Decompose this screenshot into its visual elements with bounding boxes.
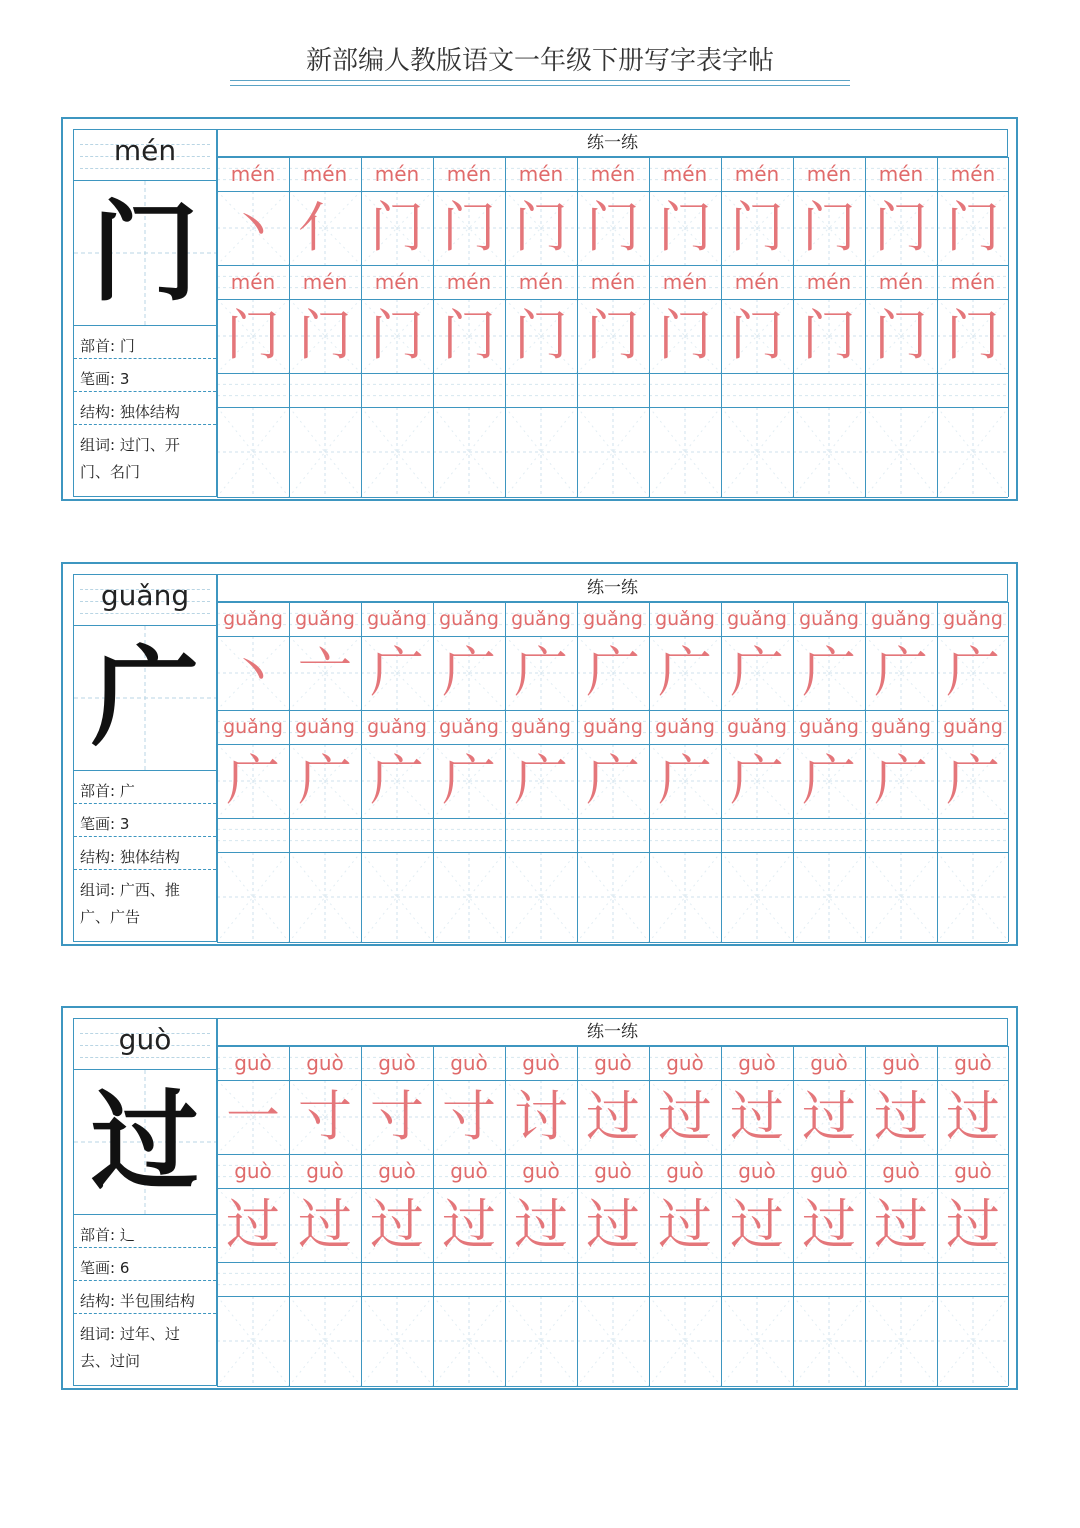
practice-pinyin: mén [734,162,780,186]
practice-grid [217,157,1008,497]
divider [74,424,216,425]
title-underline [230,80,850,86]
practice-character: 广 [586,749,640,812]
divider [74,869,216,870]
practice-pinyin: guǎng [511,716,571,738]
practice-character: 亻 [298,196,352,259]
practice-character: 门 [802,304,856,367]
practice-character: 广 [730,749,784,812]
practice-pinyin: guǎng [439,716,499,738]
radical-label: 部首: 辶 [80,1226,135,1244]
practice-pinyin: mén [230,270,276,294]
page-title: 新部编人教版语文一年级下册写字表字帖 [305,46,774,76]
practice-pinyin: guò [522,1051,560,1075]
practice-character: 过 [658,1085,712,1148]
divider [74,1313,216,1314]
divider [74,1247,216,1248]
practice-character: 广 [802,749,856,812]
practice-pinyin: guò [882,1051,920,1075]
practice-character: 过 [586,1193,640,1256]
main-pinyin: guǎng [100,579,190,612]
practice-character: 过 [442,1193,496,1256]
row-border [217,407,1008,408]
practice-character: 门 [514,196,568,259]
practice-character: 门 [442,196,496,259]
character-info-panel [73,1018,217,1386]
practice-pinyin: mén [302,162,348,186]
row-border [217,818,1008,819]
practice-character: 广 [658,749,712,812]
words-line-2: 去、过问 [80,1352,141,1370]
character-info-panel [73,574,217,942]
practice-title: 练一练 [217,1018,1008,1046]
character-card [61,117,1018,501]
radical-label: 部首: 门 [80,337,135,355]
practice-pinyin: guǎng [943,716,1003,738]
practice-pinyin: mén [446,270,492,294]
words-line-2: 门、名门 [80,463,141,481]
practice-character: 广 [874,749,928,812]
practice-pinyin: guò [522,1159,560,1183]
practice-character: 寸 [442,1085,496,1148]
words-line-1: 组词: 过门、开 [80,436,180,454]
practice-pinyin: mén [590,162,636,186]
practice-pinyin: guò [954,1051,992,1075]
practice-pinyin: guǎng [295,608,355,630]
practice-pinyin: mén [230,162,276,186]
words-line-1: 组词: 广西、推 [80,881,180,899]
practice-character: 广 [586,641,640,704]
practice-character: 讨 [514,1085,568,1148]
practice-panel [217,129,1008,497]
practice-character: 过 [658,1193,712,1256]
practice-pinyin: guǎng [871,716,931,738]
main-pinyin: mén [113,134,177,167]
practice-pinyin: guǎng [367,716,427,738]
practice-grid [217,1046,1008,1386]
practice-panel [217,574,1008,942]
divider [74,836,216,837]
practice-character: 一 [226,1085,280,1148]
practice-character: 门 [586,304,640,367]
practice-character: 门 [370,304,424,367]
practice-character: 过 [946,1193,1000,1256]
practice-pinyin: mén [518,162,564,186]
practice-pinyin: guǎng [655,608,715,630]
practice-pinyin: guǎng [223,716,283,738]
row-border [217,497,1008,498]
practice-character: 门 [874,304,928,367]
practice-pinyin: mén [302,270,348,294]
practice-character: 广 [226,749,280,812]
practice-pinyin: guò [738,1159,776,1183]
practice-pinyin: guò [306,1051,344,1075]
practice-grid [217,602,1008,942]
practice-character: 广 [658,641,712,704]
practice-pinyin: guò [378,1051,416,1075]
practice-pinyin: guò [306,1159,344,1183]
practice-character: 门 [658,304,712,367]
practice-pinyin: guǎng [511,608,571,630]
strokes-label: 笔画: 3 [80,370,130,388]
practice-character: 过 [226,1193,280,1256]
practice-pinyin: guǎng [799,608,859,630]
radical-label: 部首: 广 [80,782,135,800]
practice-character: 门 [586,196,640,259]
practice-character: 广 [370,641,424,704]
practice-character: 广 [874,641,928,704]
practice-character: 过 [586,1085,640,1148]
practice-pinyin: guò [954,1159,992,1183]
practice-character: 过 [298,1193,352,1256]
practice-pinyin: guǎng [655,716,715,738]
practice-character: 门 [946,196,1000,259]
practice-title: 练一练 [217,574,1008,602]
structure-label: 结构: 独体结构 [80,848,180,866]
practice-pinyin: mén [806,162,852,186]
practice-character: 广 [730,641,784,704]
practice-pinyin: guǎng [295,716,355,738]
main-character: 门 [90,190,199,316]
practice-character: 过 [874,1085,928,1148]
practice-character: 亠 [298,641,352,704]
practice-character: 广 [442,749,496,812]
practice-character: 门 [226,304,280,367]
practice-pinyin: mén [878,270,924,294]
practice-pinyin: mén [806,270,852,294]
practice-character: 门 [298,304,352,367]
practice-pinyin: mén [662,270,708,294]
practice-character: 过 [514,1193,568,1256]
practice-pinyin: guò [378,1159,416,1183]
practice-title: 练一练 [217,129,1008,157]
practice-character: 门 [370,196,424,259]
divider [74,1280,216,1281]
practice-pinyin: guò [234,1051,272,1075]
practice-character: 过 [730,1085,784,1148]
row-border [217,942,1008,943]
practice-pinyin: mén [662,162,708,186]
pinyin-box [74,130,216,181]
divider [74,803,216,804]
row-border [217,373,1008,374]
practice-character: 门 [946,304,1000,367]
row-border [217,1386,1008,1387]
practice-character: 丶 [226,196,280,259]
practice-character: 丶 [226,641,280,704]
divider [74,391,216,392]
practice-pinyin: guò [666,1159,704,1183]
practice-character: 广 [370,749,424,812]
pinyin-box [74,1019,216,1070]
practice-pinyin: mén [374,270,420,294]
words-line-1: 组词: 过年、过 [80,1325,180,1343]
row-border [217,852,1008,853]
character-card [61,1006,1018,1390]
practice-character: 门 [730,196,784,259]
practice-pinyin: guǎng [439,608,499,630]
practice-character: 过 [370,1193,424,1256]
practice-pinyin: guǎng [223,608,283,630]
practice-character: 过 [874,1193,928,1256]
pinyin-box [74,575,216,626]
main-character: 广 [90,635,199,761]
practice-character: 广 [514,641,568,704]
words-line-2: 广、广告 [80,908,141,926]
main-character-box [74,626,216,771]
row-border [217,1296,1008,1297]
practice-pinyin: guò [594,1159,632,1183]
practice-pinyin: guò [234,1159,272,1183]
practice-pinyin: mén [518,270,564,294]
character-info-panel [73,129,217,497]
practice-panel [217,1018,1008,1386]
practice-character: 过 [946,1085,1000,1148]
practice-character: 门 [658,196,712,259]
practice-character: 寸 [370,1085,424,1148]
main-pinyin: guò [118,1023,172,1056]
structure-label: 结构: 独体结构 [80,403,180,421]
row-border [217,1262,1008,1263]
practice-pinyin: guò [738,1051,776,1075]
practice-character: 门 [802,196,856,259]
practice-character: 门 [514,304,568,367]
main-character-box [74,181,216,326]
divider [74,358,216,359]
practice-pinyin: guǎng [799,716,859,738]
practice-pinyin: guò [666,1051,704,1075]
practice-character: 广 [946,641,1000,704]
practice-pinyin: mén [950,270,996,294]
practice-character: 门 [730,304,784,367]
main-character-box [74,1070,216,1215]
practice-pinyin: guò [594,1051,632,1075]
structure-label: 结构: 半包围结构 [80,1292,195,1310]
practice-character: 门 [874,196,928,259]
practice-pinyin: guò [882,1159,920,1183]
practice-character: 过 [802,1193,856,1256]
main-character: 过 [90,1079,199,1205]
practice-character: 广 [946,749,1000,812]
practice-pinyin: guǎng [583,716,643,738]
practice-pinyin: guǎng [727,608,787,630]
practice-character: 广 [802,641,856,704]
strokes-label: 笔画: 6 [80,1259,130,1277]
practice-character: 寸 [298,1085,352,1148]
practice-pinyin: guò [450,1159,488,1183]
practice-pinyin: guò [450,1051,488,1075]
practice-character: 过 [802,1085,856,1148]
practice-pinyin: mén [590,270,636,294]
practice-pinyin: guò [810,1159,848,1183]
practice-character: 广 [514,749,568,812]
practice-pinyin: guǎng [367,608,427,630]
practice-character: 门 [442,304,496,367]
practice-pinyin: guǎng [727,716,787,738]
practice-character: 广 [442,641,496,704]
practice-pinyin: guò [810,1051,848,1075]
practice-pinyin: mén [374,162,420,186]
practice-character: 过 [730,1193,784,1256]
practice-pinyin: mén [950,162,996,186]
practice-pinyin: guǎng [943,608,1003,630]
practice-pinyin: guǎng [871,608,931,630]
practice-pinyin: mén [734,270,780,294]
practice-pinyin: guǎng [583,608,643,630]
practice-pinyin: mén [878,162,924,186]
strokes-label: 笔画: 3 [80,815,130,833]
practice-character: 广 [298,749,352,812]
practice-pinyin: mén [446,162,492,186]
character-card [61,562,1018,946]
